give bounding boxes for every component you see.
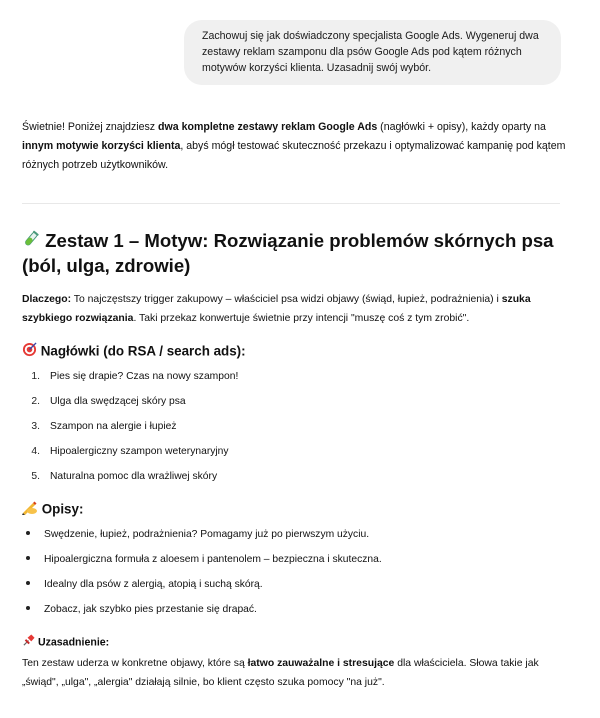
- headline-number: 3.: [31, 421, 40, 432]
- headline-item: [22, 445, 229, 459]
- description-item: [24, 603, 257, 617]
- set-1-title: [22, 229, 577, 278]
- description-item: [24, 528, 369, 542]
- intro-bold-2: innym motywie korzyści klienta: [22, 140, 181, 152]
- just-bold: łatwo zauważalne i stresujące: [247, 658, 395, 669]
- bullet: [26, 581, 30, 585]
- target-icon: [22, 342, 37, 362]
- justification-title: Uzasadnienie:: [37, 636, 110, 649]
- set-1-title-text: Zestaw 1 – Motyw: Rozwiązanie problemów skórnych psa (ból, ulga, zdrowie): [22, 230, 554, 277]
- description-item: [24, 578, 263, 592]
- headline-text: Ulga dla swędzącej skóry psa: [50, 396, 186, 407]
- headline-item: [22, 370, 238, 384]
- why-text-1: To najczęstszy trigger zakupowy – właściciel psa widzi objawy (świąd, łupież, podrażnienia) i: [71, 294, 502, 305]
- writing-hand-icon: [22, 500, 38, 520]
- divider: [22, 203, 560, 204]
- headline-text: Naturalna pomoc dla wrażliwej skóry: [50, 471, 218, 482]
- intro-text-1: Świetnie! Poniżej znajdziesz: [22, 121, 159, 133]
- intro-text-2: (nagłówki + opisy), każdy oparty na: [377, 121, 546, 133]
- headline-number: 1.: [31, 371, 40, 382]
- intro-bold-1: dwa kompletne zestawy reklam Google Ads: [158, 121, 378, 133]
- pushpin-icon: [22, 634, 35, 651]
- assistant-intro: [22, 118, 574, 175]
- headline-number: 5.: [31, 471, 40, 482]
- description-text: Idealny dla psów z alergią, atopią i suchą skórą.: [44, 579, 263, 590]
- justification-text: [22, 654, 578, 692]
- set-1-reason: [22, 290, 578, 328]
- headline-item: [22, 395, 186, 409]
- headline-text: Szampon na alergie i łupież: [50, 421, 177, 432]
- headlines-title: Nagłówki (do RSA / search ads):: [40, 343, 246, 359]
- just-text-1: Ten zestaw uderza w konkretne objawy, które są: [22, 658, 248, 669]
- description-text: Zobacz, jak szybko pies przestanie się drapać.: [44, 604, 257, 615]
- description-item: [24, 553, 382, 567]
- bullet: [26, 531, 30, 535]
- headline-number: 2.: [31, 396, 40, 407]
- headline-item: [22, 420, 177, 434]
- why-text-2: . Taki przekaz konwertuje świetnie przy intencji "muszę coś z tym zrobić".: [133, 313, 470, 324]
- headline-item: [22, 470, 217, 484]
- bullet: [26, 606, 30, 610]
- why-bold: szuka szybkiego rozwiązania: [22, 294, 531, 324]
- user-message-bubble: [184, 20, 561, 85]
- headline-text: Pies się drapie? Czas na nowy szampon!: [50, 371, 239, 382]
- test-tube-icon: [22, 230, 40, 254]
- headline-text: Hipoalergiczny szampon weterynaryjny: [50, 446, 229, 457]
- intro-text-3: , abyś mógł testować skuteczność przekazu i optymalizować kampanię pod kątem różnych potrzeb użytkowników.: [22, 140, 566, 171]
- why-label: Dlaczego:: [22, 294, 72, 305]
- headlines-heading: [22, 342, 246, 362]
- description-text: Hipoalergiczna formuła z aloesem i pantenolem – bezpieczna i skuteczna.: [44, 554, 382, 565]
- descriptions-title: Opisy:: [41, 501, 84, 517]
- user-message-text: Zachowuj się jak doświadczony specjalista Google Ads. Wygeneruj dwa zestawy reklam szamponu dla psów Google Ads pod kątem różnych motywów korzyści klienta. Uzasadnij swój wybór.: [202, 30, 539, 74]
- headline-number: 4.: [31, 446, 40, 457]
- bullet: [26, 556, 30, 560]
- descriptions-heading: [22, 500, 83, 520]
- description-text: Swędzenie, łupież, podrażnienia? Pomagamy już po pierwszym użyciu.: [44, 529, 370, 540]
- just-text-2: dla właściciela. Słowa takie jak „świąd", „ulga", „alergia" działają silnie, bo klient często szuka pomocy "na już".: [22, 658, 539, 688]
- justification-heading: [22, 634, 109, 651]
